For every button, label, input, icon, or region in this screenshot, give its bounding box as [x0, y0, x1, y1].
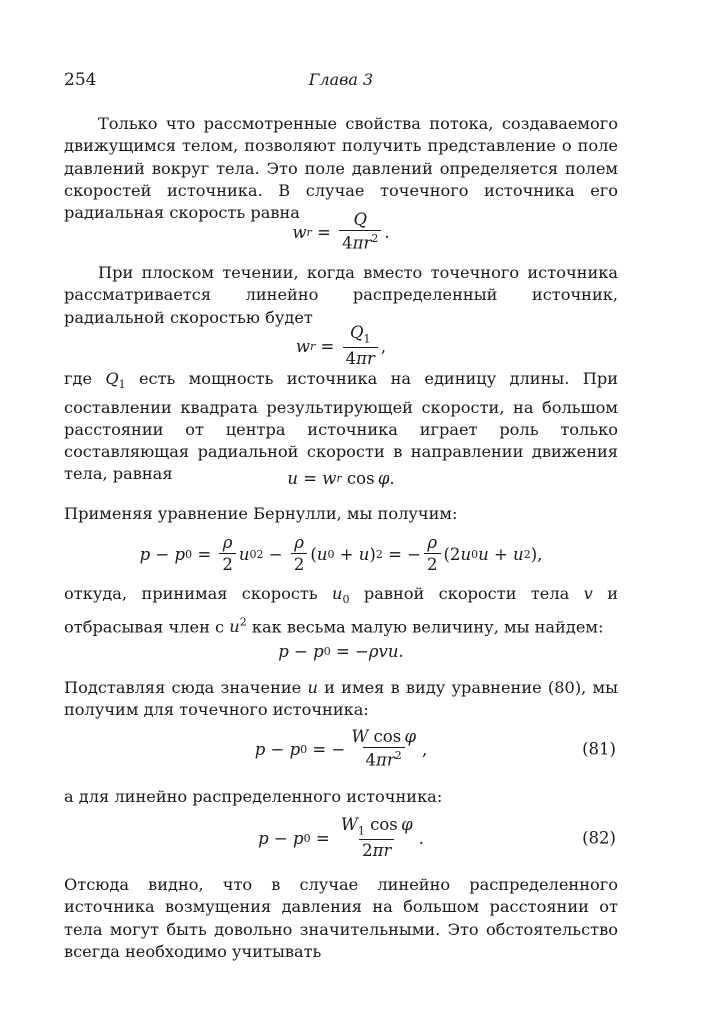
paragraph-6: Подставляя сюда значение u и имея в виду уравнение (80), мы получим для точечного источника: — [64, 678, 618, 720]
equation-velocity-component: u = w r cos φ . — [287, 468, 395, 488]
equation-81: p − p 0 = − $\frac{\text{W cos φ}}{4\pi r^2}$ , (81) — [254, 727, 616, 770]
paragraph-4: Применяя уравнение Бернулли, мы получим: — [64, 504, 458, 523]
chapter-title: Глава 3 — [308, 70, 374, 89]
equation-81-number: (81) — [582, 739, 616, 759]
equation-pressure-simple: p − p 0 = − ρvu . — [278, 641, 404, 661]
paragraph-7: а для линейно распределенного источника: — [64, 787, 443, 806]
paragraph-3-rest: есть мощность источника на единицу длины. При составлении квадрата результирующей скорости, на большом расстоянии от центра источника играет роль только составляющая радиальной скорости в направлении движения тела, равная — [64, 369, 618, 484]
paragraph-5-part-d: как весьма малую величину, мы найдем: — [251, 616, 604, 636]
paragraph-3: где $Q_1$ есть мощность источника на единицу длины. При составлении квадрата результирующей скорости, на большом расстоянии от центра источника играет роль только составляющая радиальной скорости в направлении движения тела, равная — [64, 369, 618, 484]
equation-bernoulli: p − p 0 = $\frac{\rho}{2}$ u 0 2 − $\frac{\rho}{2}$ ( u 0 + u ) 2 = − $\frac{\rho}{2}$ (2 u 0 u + u 2 ), — [139, 532, 543, 574]
paragraph-8: Отсюда видно, что в случае линейно распределенного источника возмущения давления на большом расстоянии от тела могут быть довольно значительными. Это обстоятельство всегда необходимо учитывать — [64, 875, 618, 961]
paragraph-1: Только что рассмотренные свойства потока, создаваемого движущимся телом, позволяют получить представление о поле давлений вокруг тела. Это поле давлений определяется полем скоростей источника. В случае точечного источника его радиальная скорость равна — [64, 114, 618, 223]
paragraph-5-part-a: откуда, принимая скорость — [64, 584, 318, 603]
paragraph-6-part-b: и имея в виду уравнение (80), мы получим для точечного источника: — [64, 678, 618, 720]
equation-point-source-velocity: w r = $\frac{Q}{4\pi r^2}$ . — [292, 210, 390, 253]
paragraph-5-part-c: и отбрасывая член с — [64, 584, 618, 636]
equation-82-number: (82) — [582, 828, 616, 848]
paragraph-6-part-a: Подставляя сюда значение — [64, 678, 302, 697]
page-header — [64, 70, 618, 96]
page-number: 254 — [64, 70, 97, 90]
paragraph-3-start: где — [64, 369, 93, 388]
equation-line-source-velocity: w r = $\frac{Q_1}{4\pi r}$ , — [295, 323, 387, 368]
paragraph-5-part-b: равной скорости тела — [363, 584, 570, 603]
paragraph-5: откуда, принимая скорость $u_0$ равной скорости тела v и отбрасывая член с $u^2$ как весьма малую величину, мы найдем: — [64, 584, 618, 636]
equation-82: p − p 0 = $\frac{W_1 \cos \varphi}{2\pi r}$ . (82) — [258, 815, 616, 860]
paragraph-2: При плоском течении, когда вместо точечного источника рассматривается линейно распределенный источник, радиальной скоростью будет — [64, 263, 618, 327]
